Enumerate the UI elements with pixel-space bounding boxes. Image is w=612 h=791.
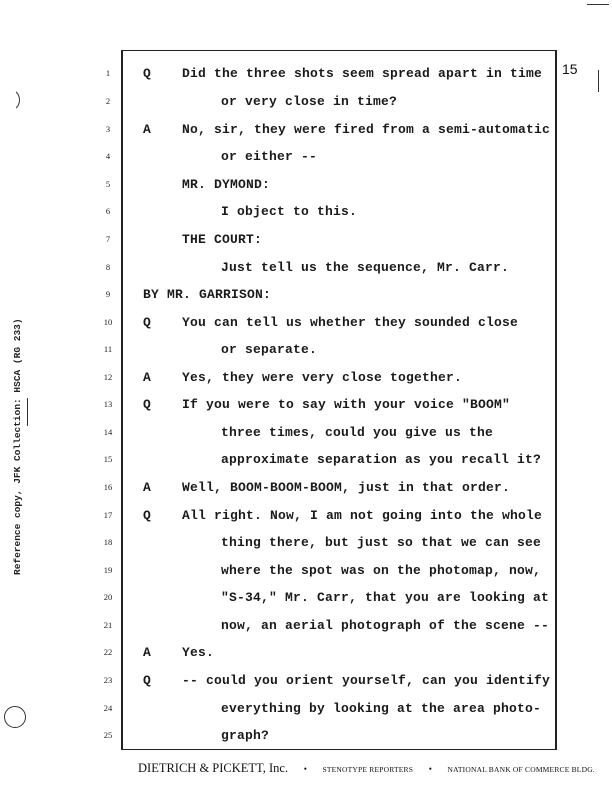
line-number: 11: [103, 344, 113, 354]
line-number: 8: [105, 262, 111, 272]
margin-stroke: [27, 398, 28, 426]
left-margin-rule: [121, 50, 123, 750]
firm-address: NATIONAL BANK OF COMMERCE BLDG.: [447, 765, 595, 774]
line-number: 15: [103, 454, 113, 464]
firm-name: DIETRICH & PICKETT, Inc.: [138, 761, 289, 775]
line-number: 3: [105, 124, 111, 134]
punch-hole-arc: [0, 88, 20, 112]
examination-heading: BY MR. GARRISON:: [143, 287, 272, 302]
footer-separator: •: [428, 764, 432, 774]
line-number: 2: [105, 96, 111, 106]
reporter-footer: [138, 759, 595, 777]
line-number: 20: [103, 592, 113, 602]
line-number: 24: [103, 703, 113, 713]
line-number: 18: [103, 537, 113, 547]
line-number: 13: [103, 399, 113, 409]
line-number: 25: [103, 730, 113, 740]
corner-mark: [587, 4, 609, 5]
transcript-line: I object to this.: [221, 204, 358, 219]
transcript-line: or separate.: [221, 342, 318, 357]
speaker-heading: THE COURT:: [182, 232, 263, 247]
line-number: 21: [103, 620, 113, 630]
transcript-line: Did the three shots seem spread apart in time: [182, 66, 543, 81]
transcript-line: everything by looking at the area photo-: [221, 701, 542, 716]
transcript-line: Yes, they were very close together.: [182, 370, 463, 385]
transcript-line: where the spot was on the photomap, now,: [221, 563, 542, 578]
speaker-label: A: [143, 370, 152, 385]
line-number: 17: [103, 510, 113, 520]
line-number: 1: [105, 68, 111, 78]
speaker-label: A: [143, 122, 152, 137]
line-number: 5: [105, 179, 111, 189]
footer-separator: •: [303, 764, 307, 774]
line-number: 23: [103, 675, 113, 685]
speaker-label: Q: [143, 673, 152, 688]
transcript-line: or very close in time?: [221, 94, 398, 109]
speaker-label: Q: [143, 66, 152, 81]
transcript-line: thing there, but just so that we can see: [221, 535, 542, 550]
transcript-line: "S-34," Mr. Carr, that you are looking at: [221, 590, 550, 605]
line-number: 22: [103, 647, 113, 657]
firm-service: STENOTYPE REPORTERS: [322, 765, 414, 774]
line-number: 4: [105, 151, 111, 161]
line-number: 7: [105, 234, 111, 244]
top-rule: [121, 50, 556, 51]
punch-hole: [4, 706, 26, 728]
speaker-label: A: [143, 480, 152, 495]
speaker-label: Q: [143, 508, 152, 523]
speaker-heading: MR. DYMOND:: [182, 177, 271, 192]
speaker-label: A: [143, 645, 152, 660]
transcript-line: Yes.: [182, 645, 215, 660]
speaker-label: Q: [143, 397, 152, 412]
right-margin-rule: [555, 50, 557, 750]
line-number: 14: [103, 427, 113, 437]
line-number: 12: [103, 372, 113, 382]
line-number: 10: [103, 317, 113, 327]
line-number: 16: [103, 482, 113, 492]
transcript-line: or either --: [221, 149, 318, 164]
transcript-line: now, an aerial photograph of the scene --: [221, 618, 550, 633]
transcript-line: You can tell us whether they sounded close: [182, 315, 519, 330]
bottom-rule: [121, 749, 556, 750]
transcript-line: Just tell us the sequence, Mr. Carr.: [221, 260, 510, 275]
transcript-line: All right. Now, I am not going into the whole: [182, 508, 543, 523]
line-number: 9: [105, 289, 111, 299]
reference-copy-stamp: Reference copy, JFK Collection: HSCA (RG 233): [12, 318, 23, 575]
transcript-line: graph?: [221, 728, 270, 743]
page-number: 15: [562, 61, 578, 77]
transcript-line: approximate separation as you recall it?: [221, 452, 542, 467]
line-number: 6: [105, 206, 111, 216]
speaker-label: Q: [143, 315, 152, 330]
transcript-line: three times, could you give us the: [221, 425, 494, 440]
transcript-line: Well, BOOM-BOOM-BOOM, just in that order.: [182, 480, 511, 495]
transcript-line: If you were to say with your voice "BOOM": [182, 397, 511, 412]
transcript-line: -- could you orient yourself, can you identify: [182, 673, 551, 688]
transcript-line: No, sir, they were fired from a semi-automatic: [182, 122, 551, 137]
line-number: 19: [103, 565, 113, 575]
edge-mark: [598, 70, 599, 92]
